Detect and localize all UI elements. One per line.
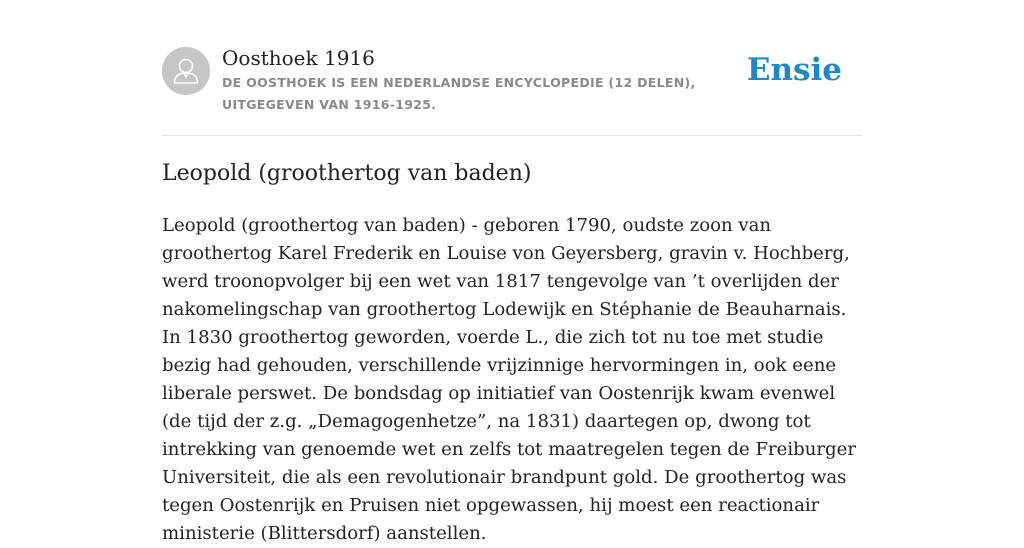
user-placeholder-icon	[162, 47, 210, 95]
article-title: Leopold (groothertog van baden)	[162, 161, 532, 186]
brand-logo[interactable]: Ensie	[746, 52, 842, 88]
source-description: DE OOSTHOEK IS EEN NEDERLANDSE ENCYCLOPEDIE (12 DELEN), UITGEGEVEN VAN 1916-1925.	[222, 75, 696, 112]
source-header	[162, 46, 862, 116]
header-divider	[162, 135, 862, 136]
source-title[interactable]: Oosthoek 1916	[222, 46, 375, 70]
article-body: Leopold (groothertog van baden) - geboren 1790, oudste zoon van groothertog Karel Frederik en Louise von Geyersberg, gravin v. Hochberg, werd troonopvolger bij een wet van 1817 tengevolge van ’t overlijden der nakomelingschap van groothertog Lodewijk en Stéphanie de Beauharnais. In 1830 groothertog geworden, voerde L., die zich tot nu toe met studie bezig had gehouden, verschillende vrijzinnige hervormingen in, ook eene liberale perswet. De bondsdag op initiatief van Oostenrijk kwam evenwel (de tijd der z.g. „Demagogenhetze”, na 1831) daartegen op, dwong tot intrekking van genoemde wet en zelfs tot maatregelen tegen de Freiburger Universiteit, die als een revolutionair brandpunt gold. De groothertog was tegen Oostenrijk en Pruisen niet opgewassen, hij moest een reactionair ministerie (Blittersdorf) aanstellen.	[162, 215, 856, 544]
